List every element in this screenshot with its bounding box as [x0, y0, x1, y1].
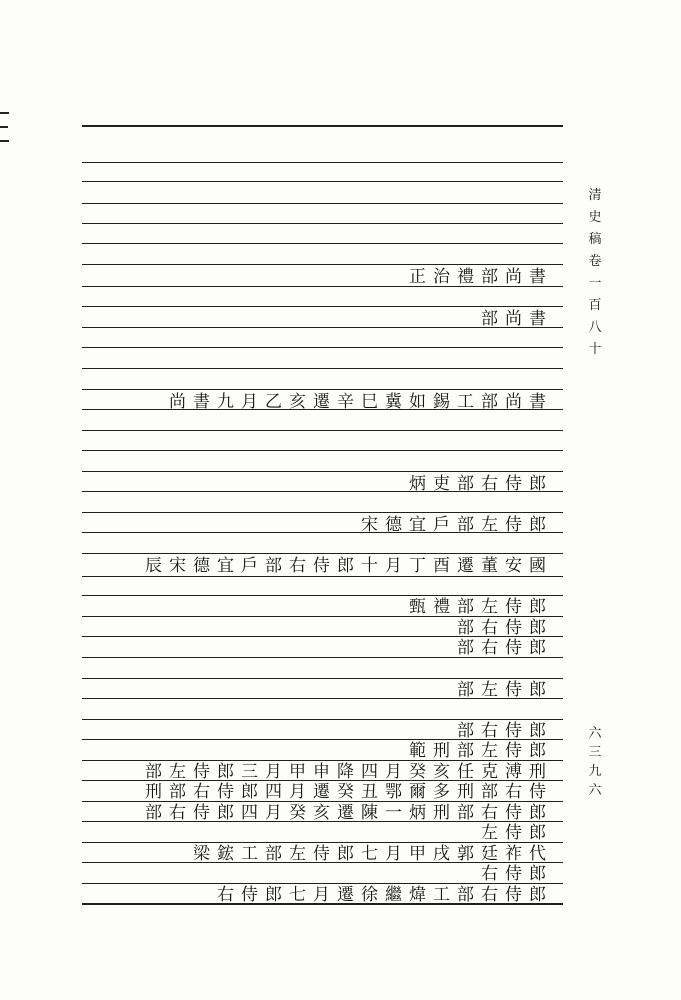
- table-row: 甄禮部左侍郎: [409, 597, 553, 617]
- table-row: 右侍郎: [481, 864, 553, 884]
- table-row: 梁鋐工部左侍郎七月甲戌郭廷祚代: [193, 844, 553, 864]
- table-row: 部右侍郎: [457, 721, 553, 741]
- table-row: 部右侍郎: [457, 618, 553, 638]
- table-row: 左侍郎: [481, 823, 553, 843]
- table-row: 部右侍郎: [457, 638, 553, 658]
- table-row: 部左侍郎三月甲申降四月癸亥任克溥刑: [145, 762, 553, 782]
- table-row: 部左侍郎: [457, 680, 553, 700]
- table-row: 範刑部左侍郎: [409, 741, 553, 761]
- table-row: 刑部右侍郎四月遷癸丑鄂爾多刑部右侍: [145, 782, 553, 802]
- table-row: 正治禮部尚書: [409, 267, 553, 287]
- table-row: 尚書九月乙亥遷辛巳冀如錫工部尚書: [169, 392, 553, 412]
- previous-page-edge: [0, 106, 10, 148]
- table-row: 宋德宜戶部左侍郎: [361, 515, 553, 535]
- running-title: 清史稿卷一百八十: [588, 188, 602, 357]
- page-number: 六三九六: [588, 726, 602, 798]
- table-row: 部右侍郎四月癸亥遷陳一炳刑部右侍郎: [145, 803, 553, 823]
- table-row: 部尚書: [481, 309, 553, 329]
- table-row: 右侍郎七月遷徐繼煒工部右侍郎: [217, 885, 553, 905]
- table-row: 炳吏部右侍郎: [409, 474, 553, 494]
- table-row: 辰宋德宜戶部右侍郎十月丁酉遷董安國: [145, 556, 553, 576]
